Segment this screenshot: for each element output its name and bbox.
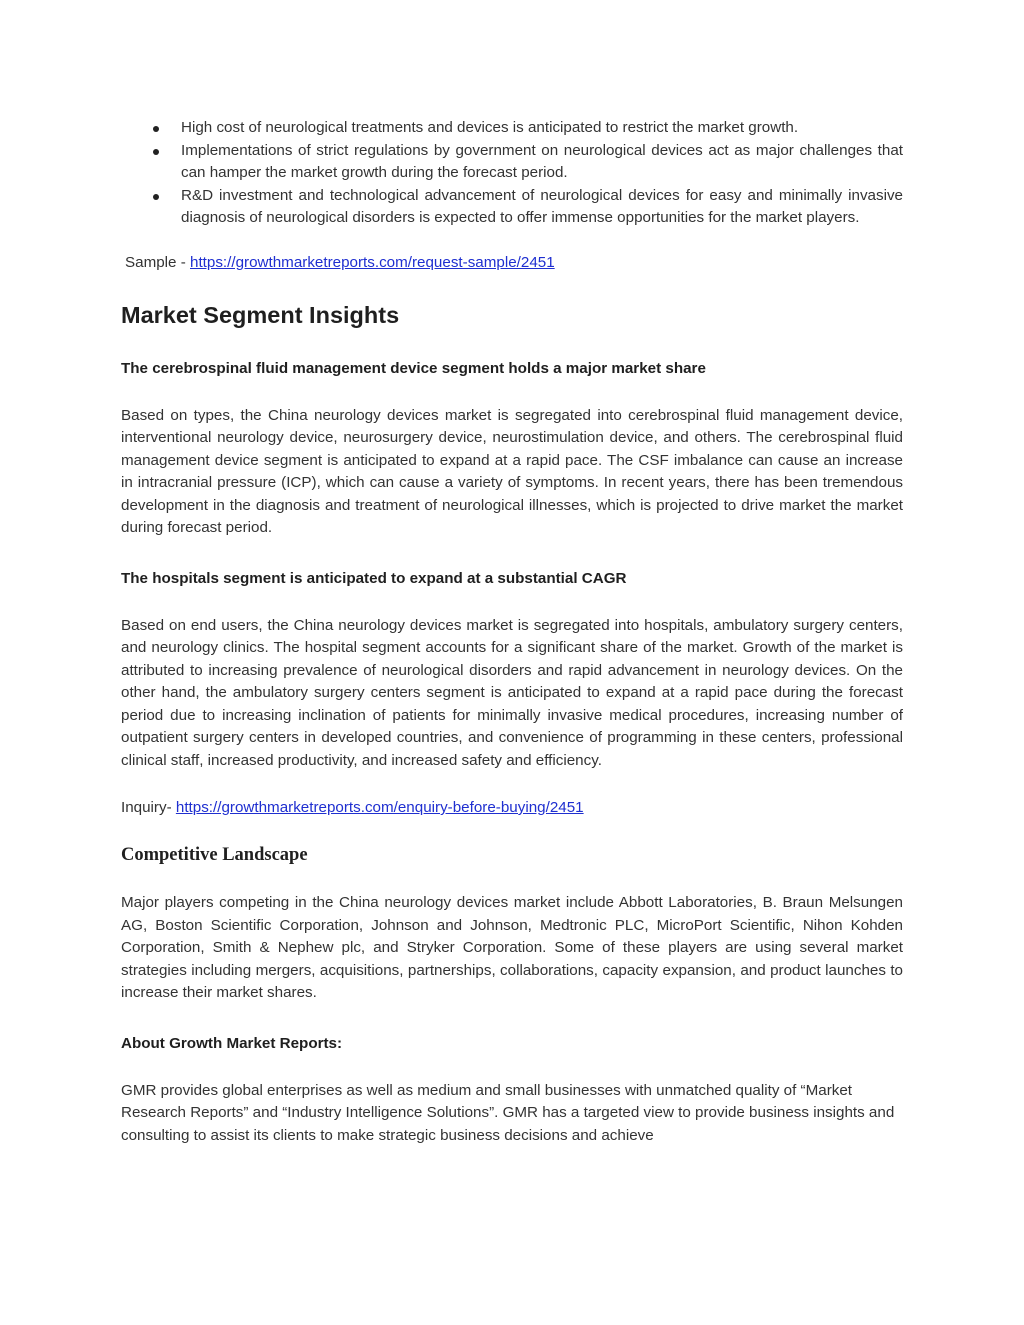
bullet-text: High cost of neurological treatments and devices is anticipated to restrict the market growth. [181,119,799,136]
challenges-bullet-list [121,117,903,230]
section-heading: Market Segment Insights [121,301,400,328]
csf-segment-paragraph: Based on types, the China neurology devices market is segregated into cerebrospinal fluid management device, interventional neurology device, neurosurgery device, neurostimulation device, and others. The cerebrospinal fluid management device segment is anticipated to expand at a rapid pace. The CSF imbalance can cause an increase in intracranial pressure (ICP), which can cause a variety of symptoms. In recent years, there has been tremendous development in the diagnosis and treatment of neurological illnesses, which is projected to drive market the market during forecast period. [121,406,903,536]
hospitals-segment-heading: The hospitals segment is anticipated to expand at a substantial CAGR [121,569,627,587]
csf-segment-heading: The cerebrospinal fluid management device segment holds a major market share [121,359,706,377]
competitive-heading: Competitive Landscape [121,845,308,865]
inquiry-label: Inquiry- [121,799,176,816]
about-heading: About Growth Market Reports: [121,1034,343,1052]
list-item [121,185,903,230]
inquiry-line [121,797,903,819]
about-paragraph: GMR provides global enterprises as well as medium and small businesses with unmatched quality of “Market Research Reports” and “Industry Intelligence Solutions”. GMR has a targeted view to provide business insights and consulting to assist its clients to make strategic business decisions and achieve [121,1081,895,1144]
inquiry-link[interactable]: https://growthmarketreports.com/enquiry-before-buying/2451 [175,799,584,816]
bullet-text: Implementations of strict regulations by government on neurological devices act as major challenges that can hamper the market growth during the forecast period. [181,141,903,181]
document-page [121,117,903,1147]
sample-label: Sample - [125,253,190,271]
bullet-icon [153,194,159,200]
bullet-text: R&D investment and technological advancement of neurological devices for easy and minimally invasive diagnosis of neurological disorders is expected to offer immense opportunities for the market players. [181,186,903,226]
list-item [121,140,903,185]
bullet-icon [153,126,159,132]
hospitals-segment-paragraph: Based on end users, the China neurology devices market is segregated into hospitals, ambulatory surgery centers, and neurology clinics. The hospital segment accounts for a significant share of the market. Growth of the market is attributed to increasing prevalence of neurological disorders and rapid advancement in neurology devices. On the other hand, the ambulatory surgery centers segment is anticipated to expand at a rapid pace during the forecast period due to increasing inclination of patients for minimally invasive medical procedures, increasing number of outpatient surgery centers in developed countries, and convenience of programming in these centers, professional clinical staff, increased productivity, and increased safety and efficiency. [121,616,903,769]
sample-link[interactable]: https://growthmarketreports.com/request-sample/2451 [190,253,555,271]
list-item [121,117,903,140]
competitive-paragraph: Major players competing in the China neurology devices market include Abbott Laboratories, B. Braun Melsungen AG, Boston Scientific Corporation, Johnson and Johnson, Medtronic PLC, MicroPort Scientific, Nihon Kohden Corporation, Smith & Nephew plc, and Stryker Corporation. Some of these players are using several market strategies including mergers, acquisitions, partnerships, collaborations, capacity expansion, and product launches to increase their market shares. [121,894,903,1001]
sample-line [125,252,903,274]
bullet-icon [153,149,159,155]
